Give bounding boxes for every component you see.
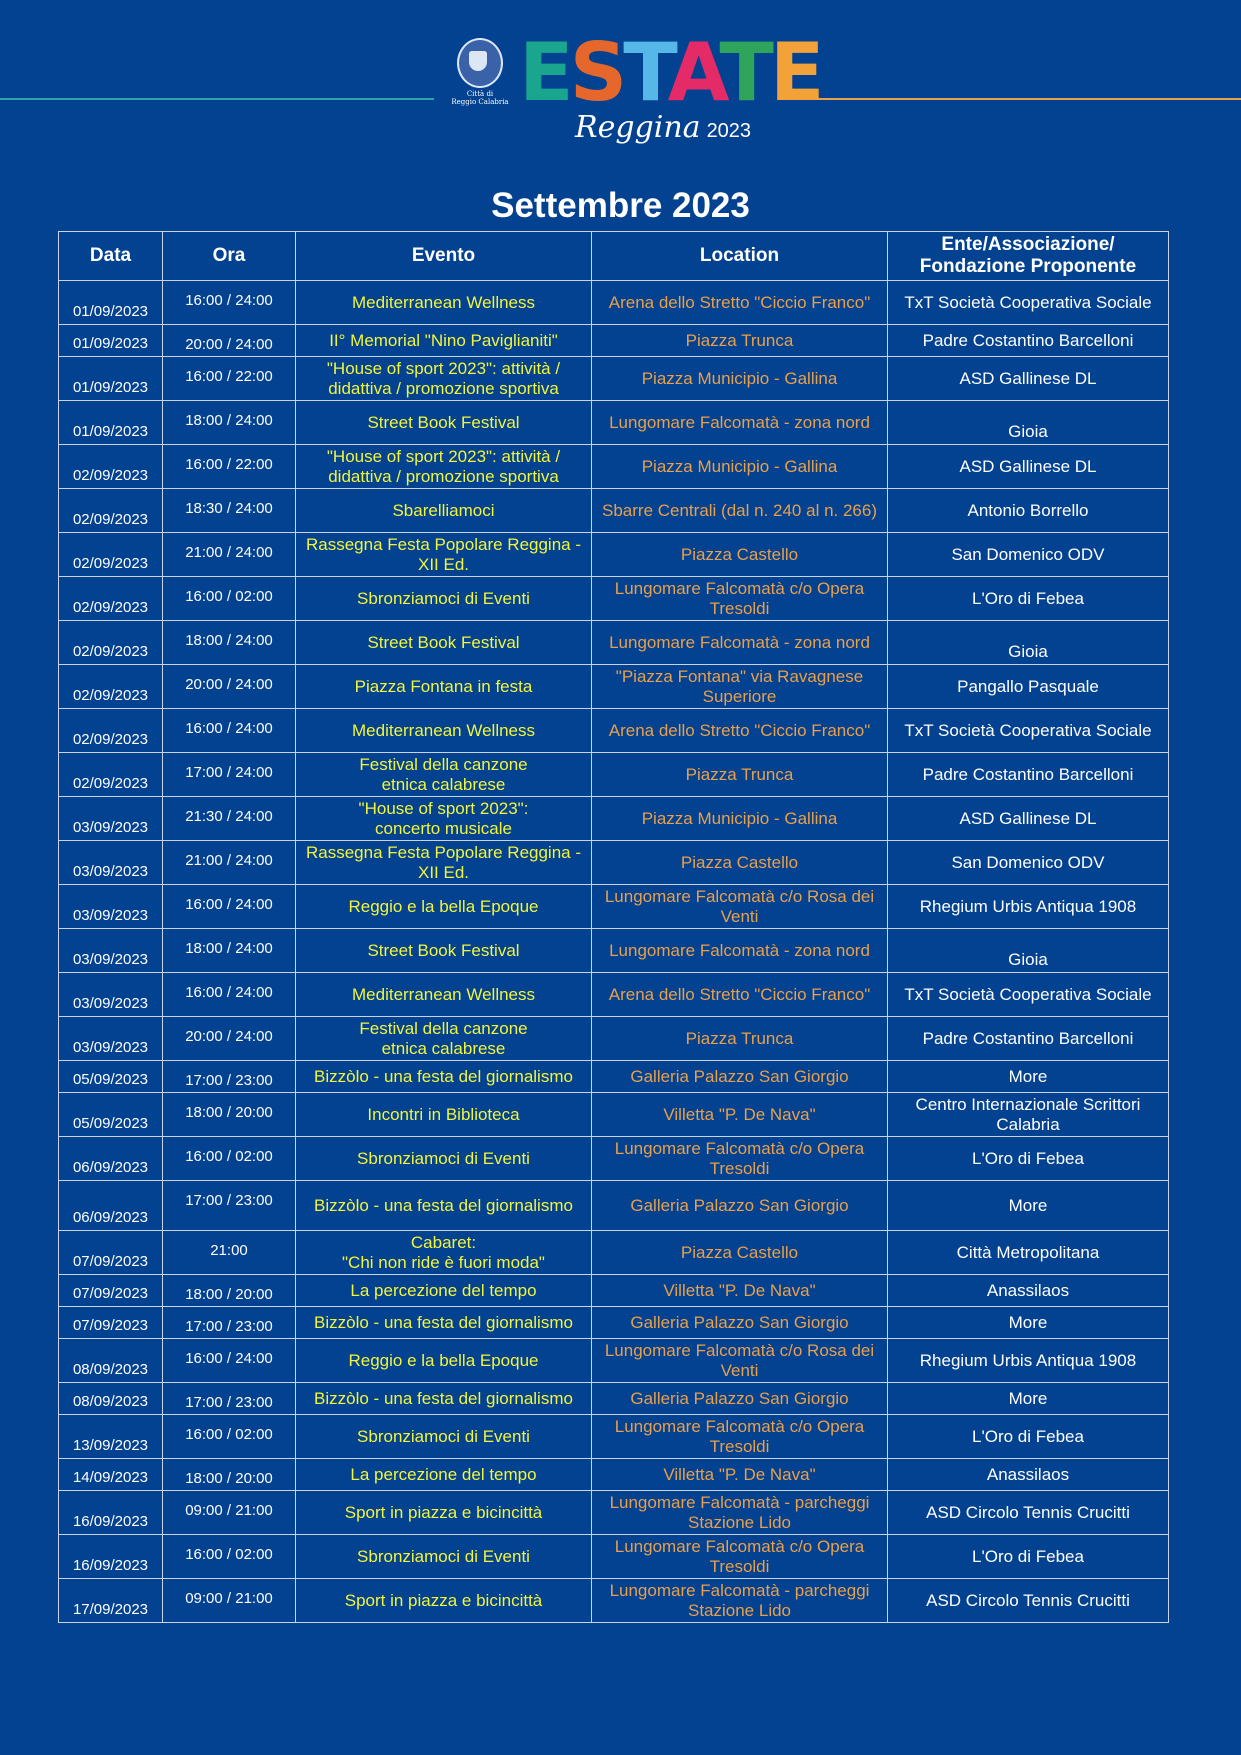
cell-date: 05/09/2023: [59, 1093, 163, 1137]
column-header-location: Location: [592, 232, 888, 281]
logo-script-text: Reggina: [575, 110, 701, 145]
cell-date: 02/09/2023: [59, 709, 163, 753]
table-row: [59, 1181, 1169, 1231]
cell-organizer: TxT Società Cooperativa Sociale: [888, 973, 1169, 1017]
cell-time: 18:00 / 24:00: [163, 621, 296, 665]
cell-event: II° Memorial "Nino Paviglianiti": [296, 325, 592, 357]
table-row: [59, 489, 1169, 533]
cell-location: Lungomare Falcomatà c/o Opera Tresoldi: [592, 1535, 888, 1579]
cell-event: Incontri in Biblioteca: [296, 1093, 592, 1137]
cell-date: 05/09/2023: [59, 1061, 163, 1093]
table-row: [59, 973, 1169, 1017]
cell-organizer: More: [888, 1383, 1169, 1415]
crest-line-2: Reggio Calabria: [451, 98, 509, 106]
table-row: [59, 357, 1169, 401]
cell-location: Galleria Palazzo San Giorgio: [592, 1307, 888, 1339]
cell-location: Piazza Castello: [592, 533, 888, 577]
cell-date: 03/09/2023: [59, 929, 163, 973]
cell-location: Villetta "P. De Nava": [592, 1459, 888, 1491]
cell-location: Lungomare Falcomatà c/o Opera Tresoldi: [592, 577, 888, 621]
cell-time: 17:00 / 23:00: [163, 1383, 296, 1415]
cell-date: 07/09/2023: [59, 1307, 163, 1339]
cell-location: Galleria Palazzo San Giorgio: [592, 1061, 888, 1093]
cell-event: Sbronziamoci di Eventi: [296, 1535, 592, 1579]
table-row: [59, 665, 1169, 709]
cell-organizer: L'Oro di Febea: [888, 1535, 1169, 1579]
logo-letter: A: [667, 26, 720, 119]
cell-date: 03/09/2023: [59, 1017, 163, 1061]
cell-event: Mediterranean Wellness: [296, 281, 592, 325]
cell-event: Bizzòlo - una festa del giornalismo: [296, 1181, 592, 1231]
cell-location: Arena dello Stretto "Ciccio Franco": [592, 973, 888, 1017]
cell-event: Bizzòlo - una festa del giornalismo: [296, 1383, 592, 1415]
cell-time: 17:00 / 23:00: [163, 1181, 296, 1231]
cell-location: Lungomare Falcomatà - zona nord: [592, 929, 888, 973]
cell-event: Street Book Festival: [296, 929, 592, 973]
cell-date: 02/09/2023: [59, 753, 163, 797]
cell-time: 16:00 / 24:00: [163, 709, 296, 753]
cell-date: 02/09/2023: [59, 577, 163, 621]
cell-event: Sport in piazza e bicincittà: [296, 1491, 592, 1535]
cell-date: 07/09/2023: [59, 1275, 163, 1307]
cell-event: "House of sport 2023": attività / didattiva / promozione sportiva: [296, 445, 592, 489]
cell-date: 07/09/2023: [59, 1231, 163, 1275]
cell-location: Lungomare Falcomatà - zona nord: [592, 401, 888, 445]
cell-location: Piazza Trunca: [592, 325, 888, 357]
table-row: [59, 797, 1169, 841]
cell-date: 01/09/2023: [59, 281, 163, 325]
cell-date: 01/09/2023: [59, 357, 163, 401]
cell-organizer: More: [888, 1061, 1169, 1093]
cell-location: Lungomare Falcomatà - parcheggi Stazione Lido: [592, 1579, 888, 1623]
logo-letter: T: [719, 26, 770, 119]
cell-event: Sbronziamoci di Eventi: [296, 577, 592, 621]
cell-location: Lungomare Falcomatà - zona nord: [592, 621, 888, 665]
cell-time: 16:00 / 22:00: [163, 357, 296, 401]
cell-organizer: ASD Gallinese DL: [888, 357, 1169, 401]
city-crest-logo: [449, 38, 511, 106]
table-row: [59, 1459, 1169, 1491]
cell-location: Sbarre Centrali (dal n. 240 al n. 266): [592, 489, 888, 533]
cell-date: 06/09/2023: [59, 1181, 163, 1231]
cell-event: Bizzòlo - una festa del giornalismo: [296, 1307, 592, 1339]
events-table: [58, 231, 1169, 1623]
cell-event: Sbronziamoci di Eventi: [296, 1137, 592, 1181]
cell-organizer: TxT Società Cooperativa Sociale: [888, 281, 1169, 325]
cell-organizer: More: [888, 1307, 1169, 1339]
table-row: [59, 325, 1169, 357]
cell-organizer: Gioia: [888, 401, 1169, 445]
cell-time: 21:00 / 24:00: [163, 841, 296, 885]
cell-event: Sbronziamoci di Eventi: [296, 1415, 592, 1459]
cell-location: Piazza Castello: [592, 1231, 888, 1275]
cell-event: Bizzòlo - una festa del giornalismo: [296, 1061, 592, 1093]
cell-date: 01/09/2023: [59, 325, 163, 357]
cell-location: Arena dello Stretto "Ciccio Franco": [592, 281, 888, 325]
cell-location: Piazza Castello: [592, 841, 888, 885]
cell-organizer: Gioia: [888, 929, 1169, 973]
table-row: [59, 1093, 1169, 1137]
cell-location: Lungomare Falcomatà c/o Opera Tresoldi: [592, 1137, 888, 1181]
cell-organizer: More: [888, 1181, 1169, 1231]
cell-event: Mediterranean Wellness: [296, 973, 592, 1017]
cell-event: Sbarelliamoci: [296, 489, 592, 533]
cell-time: 18:00 / 20:00: [163, 1459, 296, 1491]
estate-subtitle: [575, 110, 751, 145]
table-row: [59, 621, 1169, 665]
header-rule-right: [808, 98, 1241, 100]
table-row: [59, 1339, 1169, 1383]
cell-organizer: Padre Costantino Barcelloni: [888, 753, 1169, 797]
logo-letter: T: [623, 26, 668, 119]
cell-location: Villetta "P. De Nava": [592, 1093, 888, 1137]
cell-time: 21:30 / 24:00: [163, 797, 296, 841]
cell-date: 03/09/2023: [59, 797, 163, 841]
cell-time: 20:00 / 24:00: [163, 1017, 296, 1061]
cell-event: "House of sport 2023": concerto musicale: [296, 797, 592, 841]
cell-organizer: Anassilaos: [888, 1275, 1169, 1307]
cell-time: 20:00 / 24:00: [163, 325, 296, 357]
cell-organizer: L'Oro di Febea: [888, 1415, 1169, 1459]
cell-event: Rassegna Festa Popolare Reggina - XII Ed.: [296, 841, 592, 885]
table-row: [59, 1275, 1169, 1307]
cell-organizer: Centro Internazionale Scrittori Calabria: [888, 1093, 1169, 1137]
table-row: [59, 1415, 1169, 1459]
table-row: [59, 1061, 1169, 1093]
table-row: [59, 753, 1169, 797]
logo-year: 2023: [706, 120, 752, 142]
cell-time: 18:00 / 24:00: [163, 929, 296, 973]
cell-time: 18:00 / 24:00: [163, 401, 296, 445]
cell-time: 16:00 / 02:00: [163, 1415, 296, 1459]
cell-organizer: Anassilaos: [888, 1459, 1169, 1491]
cell-time: 16:00 / 24:00: [163, 885, 296, 929]
cell-location: "Piazza Fontana" via Ravagnese Superiore: [592, 665, 888, 709]
cell-time: 18:00 / 20:00: [163, 1275, 296, 1307]
table-row: [59, 1017, 1169, 1061]
cell-organizer: ASD Gallinese DL: [888, 445, 1169, 489]
cell-date: 16/09/2023: [59, 1491, 163, 1535]
cell-organizer: Antonio Borrello: [888, 489, 1169, 533]
header-rule-left: [0, 98, 434, 100]
logo-letter: E: [519, 26, 570, 119]
cell-organizer: Città Metropolitana: [888, 1231, 1169, 1275]
cell-event: Rassegna Festa Popolare Reggina - XII Ed.: [296, 533, 592, 577]
cell-time: 16:00 / 22:00: [163, 445, 296, 489]
table-row: [59, 1579, 1169, 1623]
cell-date: 01/09/2023: [59, 401, 163, 445]
table-row: [59, 1535, 1169, 1579]
cell-date: 16/09/2023: [59, 1535, 163, 1579]
crest-emblem-icon: [457, 38, 503, 88]
table-row: [59, 533, 1169, 577]
page-title: Settembre 2023: [491, 186, 750, 225]
cell-location: Piazza Municipio - Gallina: [592, 797, 888, 841]
cell-location: Piazza Trunca: [592, 1017, 888, 1061]
cell-location: Lungomare Falcomatà - parcheggi Stazione Lido: [592, 1491, 888, 1535]
cell-time: 17:00 / 23:00: [163, 1307, 296, 1339]
cell-date: 03/09/2023: [59, 841, 163, 885]
cell-date: 02/09/2023: [59, 533, 163, 577]
page-header: [0, 0, 1241, 160]
cell-time: 18:30 / 24:00: [163, 489, 296, 533]
cell-time: 16:00 / 24:00: [163, 1339, 296, 1383]
cell-date: 08/09/2023: [59, 1339, 163, 1383]
column-header-event: Evento: [296, 232, 592, 281]
cell-event: La percezione del tempo: [296, 1275, 592, 1307]
cell-organizer: San Domenico ODV: [888, 533, 1169, 577]
table-row: [59, 1383, 1169, 1415]
cell-organizer: Padre Costantino Barcelloni: [888, 1017, 1169, 1061]
cell-location: Galleria Palazzo San Giorgio: [592, 1181, 888, 1231]
cell-date: 02/09/2023: [59, 489, 163, 533]
table-header-row: [59, 232, 1169, 281]
cell-date: 13/09/2023: [59, 1415, 163, 1459]
cell-location: Lungomare Falcomatà c/o Rosa dei Venti: [592, 1339, 888, 1383]
cell-location: Lungomare Falcomatà c/o Rosa dei Venti: [592, 885, 888, 929]
table-row: [59, 885, 1169, 929]
cell-date: 02/09/2023: [59, 665, 163, 709]
cell-date: 14/09/2023: [59, 1459, 163, 1491]
table-row: [59, 577, 1169, 621]
cell-location: Lungomare Falcomatà c/o Opera Tresoldi: [592, 1415, 888, 1459]
cell-time: 16:00 / 02:00: [163, 577, 296, 621]
cell-organizer: TxT Società Cooperativa Sociale: [888, 709, 1169, 753]
logo-letter: S: [569, 26, 624, 119]
cell-date: 17/09/2023: [59, 1579, 163, 1623]
cell-event: Mediterranean Wellness: [296, 709, 592, 753]
cell-time: 09:00 / 21:00: [163, 1579, 296, 1623]
cell-date: 03/09/2023: [59, 885, 163, 929]
cell-date: 02/09/2023: [59, 621, 163, 665]
table-row: [59, 445, 1169, 489]
cell-event: "House of sport 2023": attività / didattiva / promozione sportiva: [296, 357, 592, 401]
cell-organizer: ASD Circolo Tennis Crucitti: [888, 1491, 1169, 1535]
cell-event: Street Book Festival: [296, 621, 592, 665]
cell-event: Street Book Festival: [296, 401, 592, 445]
cell-event: Festival della canzone etnica calabrese: [296, 1017, 592, 1061]
table-row: [59, 1137, 1169, 1181]
estate-logo: [519, 26, 821, 119]
cell-organizer: L'Oro di Febea: [888, 1137, 1169, 1181]
cell-time: 16:00 / 02:00: [163, 1137, 296, 1181]
cell-location: Arena dello Stretto "Ciccio Franco": [592, 709, 888, 753]
cell-event: Reggio e la bella Epoque: [296, 885, 592, 929]
cell-location: Piazza Trunca: [592, 753, 888, 797]
table-row: [59, 1307, 1169, 1339]
cell-event: La percezione del tempo: [296, 1459, 592, 1491]
cell-time: 20:00 / 24:00: [163, 665, 296, 709]
table-row: [59, 929, 1169, 973]
cell-time: 21:00 / 24:00: [163, 533, 296, 577]
cell-date: 03/09/2023: [59, 973, 163, 1017]
column-header-time: Ora: [163, 232, 296, 281]
cell-event: Piazza Fontana in festa: [296, 665, 592, 709]
cell-time: 17:00 / 23:00: [163, 1061, 296, 1093]
table-row: [59, 709, 1169, 753]
table-row: [59, 1491, 1169, 1535]
cell-time: 18:00 / 20:00: [163, 1093, 296, 1137]
events-table-body: [59, 281, 1169, 1623]
cell-location: Galleria Palazzo San Giorgio: [592, 1383, 888, 1415]
column-header-date: Data: [59, 232, 163, 281]
cell-event: Festival della canzone etnica calabrese: [296, 753, 592, 797]
cell-time: 21:00: [163, 1231, 296, 1275]
table-row: [59, 281, 1169, 325]
table-row: [59, 841, 1169, 885]
cell-location: Villetta "P. De Nava": [592, 1275, 888, 1307]
cell-organizer: ASD Gallinese DL: [888, 797, 1169, 841]
cell-organizer: San Domenico ODV: [888, 841, 1169, 885]
cell-time: 16:00 / 02:00: [163, 1535, 296, 1579]
cell-event: Reggio e la bella Epoque: [296, 1339, 592, 1383]
cell-time: 16:00 / 24:00: [163, 281, 296, 325]
cell-organizer: Padre Costantino Barcelloni: [888, 325, 1169, 357]
crest-line-1: Città di: [466, 90, 494, 98]
cell-organizer: Rhegium Urbis Antiqua 1908: [888, 885, 1169, 929]
table-row: [59, 401, 1169, 445]
cell-time: 09:00 / 21:00: [163, 1491, 296, 1535]
column-header-organizer: Ente/Associazione/ Fondazione Proponente: [888, 232, 1169, 281]
cell-event: Cabaret: "Chi non ride è fuori moda": [296, 1231, 592, 1275]
cell-organizer: L'Oro di Febea: [888, 577, 1169, 621]
cell-time: 16:00 / 24:00: [163, 973, 296, 1017]
cell-date: 06/09/2023: [59, 1137, 163, 1181]
cell-date: 02/09/2023: [59, 445, 163, 489]
cell-date: 08/09/2023: [59, 1383, 163, 1415]
cell-organizer: Gioia: [888, 621, 1169, 665]
cell-location: Piazza Municipio - Gallina: [592, 445, 888, 489]
table-row: [59, 1231, 1169, 1275]
cell-organizer: Rhegium Urbis Antiqua 1908: [888, 1339, 1169, 1383]
cell-organizer: Pangallo Pasquale: [888, 665, 1169, 709]
cell-time: 17:00 / 24:00: [163, 753, 296, 797]
cell-event: Sport in piazza e bicincittà: [296, 1579, 592, 1623]
logo-letter: E: [769, 26, 821, 119]
cell-location: Piazza Municipio - Gallina: [592, 357, 888, 401]
cell-organizer: ASD Circolo Tennis Crucitti: [888, 1579, 1169, 1623]
